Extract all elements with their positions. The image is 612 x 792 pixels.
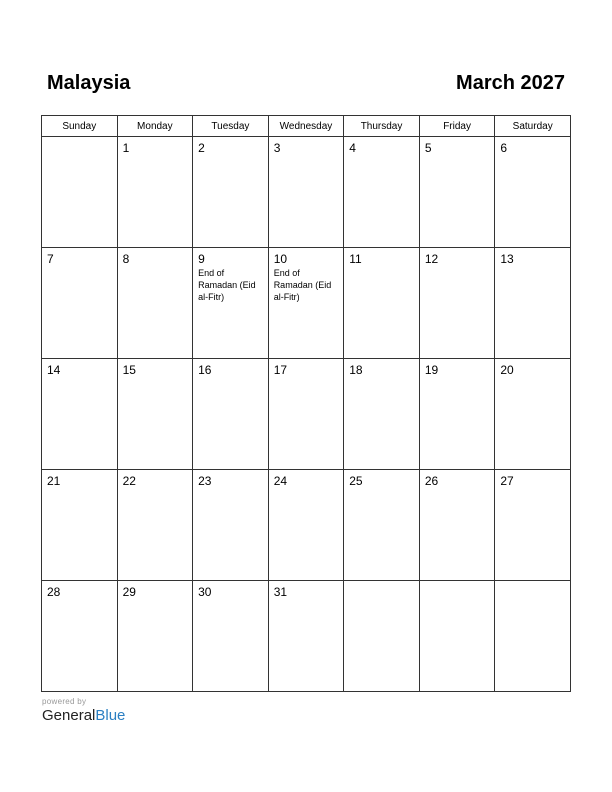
day-number: 23 (198, 474, 212, 488)
day-cell (193, 359, 269, 470)
day-cell (495, 470, 571, 581)
day-number: 12 (424, 252, 439, 266)
weekday-header: Tuesday (193, 116, 269, 137)
day-cell (268, 248, 344, 359)
weekday-header-row (42, 116, 571, 137)
day-cell (419, 581, 495, 692)
day-cell (117, 359, 193, 470)
day-cell (42, 359, 118, 470)
day-cell (419, 470, 495, 581)
day-cell (419, 248, 495, 359)
day-number: 27 (500, 474, 514, 488)
day-number: 14 (47, 363, 61, 377)
week-row (42, 137, 571, 248)
day-cell (268, 137, 344, 248)
day-cell (344, 137, 420, 248)
day-cell (193, 248, 269, 359)
holiday-label: End of Ramadan (Eid al-Fitr) (273, 268, 332, 302)
day-cell (42, 581, 118, 692)
day-cell (495, 581, 571, 692)
brand-name-general: General (42, 707, 96, 724)
holiday-label: End of Ramadan (Eid al-Fitr) (198, 268, 256, 302)
day-cell (419, 137, 495, 248)
calendar-country-title: Malaysia (47, 72, 131, 94)
weekday-header: Friday (419, 116, 495, 137)
day-number: 5 (424, 141, 432, 155)
weekday-header: Saturday (495, 116, 571, 137)
day-number: 17 (273, 363, 288, 377)
day-number: 1 (122, 141, 130, 155)
day-number: 11 (349, 252, 362, 266)
week-row (42, 581, 571, 692)
day-number: 9 (198, 252, 205, 266)
day-cell (193, 581, 269, 692)
day-number: 28 (47, 585, 61, 599)
day-number: 24 (273, 474, 288, 488)
day-number: 10 (273, 252, 288, 266)
day-cell (117, 581, 193, 692)
day-cell (42, 137, 118, 248)
day-cell (193, 137, 269, 248)
day-cell (344, 248, 420, 359)
day-number: 22 (122, 474, 136, 488)
calendar-month-title: March 2027 (456, 72, 565, 94)
day-cell (495, 137, 571, 248)
day-number: 19 (424, 363, 439, 377)
day-number: 13 (500, 252, 514, 266)
day-number: 8 (122, 252, 130, 266)
week-row (42, 359, 571, 470)
day-number: 6 (500, 141, 508, 155)
day-number: 29 (122, 585, 136, 599)
day-cell (495, 359, 571, 470)
footer-branding (42, 697, 125, 724)
weekday-header: Monday (117, 116, 193, 137)
day-cell (268, 581, 344, 692)
week-row (42, 248, 571, 359)
day-cell (268, 359, 344, 470)
brand-name-blue: Blue (95, 707, 126, 724)
day-number: 2 (198, 141, 205, 155)
day-cell (42, 248, 118, 359)
powered-by-text: powered by (42, 697, 87, 706)
day-number: 21 (47, 474, 61, 488)
day-number: 3 (273, 141, 281, 155)
generalblue-logo[interactable] (42, 707, 125, 724)
day-cell (344, 359, 420, 470)
day-cell (193, 470, 269, 581)
calendar-grid (41, 115, 571, 692)
day-number: 26 (424, 474, 439, 488)
day-number: 4 (349, 141, 356, 155)
day-cell (344, 470, 420, 581)
day-cell (268, 470, 344, 581)
day-cell (344, 581, 420, 692)
day-number: 7 (47, 252, 54, 266)
weekday-header: Thursday (344, 116, 420, 137)
day-number: 20 (500, 363, 514, 377)
day-cell (419, 359, 495, 470)
day-number: 30 (198, 585, 212, 599)
day-number: 16 (198, 363, 212, 377)
day-cell (495, 248, 571, 359)
day-number: 25 (349, 474, 363, 488)
weekday-header: Sunday (42, 116, 118, 137)
day-cell (117, 137, 193, 248)
day-number: 15 (122, 363, 136, 377)
day-cell (117, 470, 193, 581)
weekday-header: Wednesday (268, 116, 344, 137)
day-cell (42, 470, 118, 581)
day-number: 31 (273, 585, 288, 599)
day-number: 18 (349, 363, 363, 377)
day-cell (117, 248, 193, 359)
week-row (42, 470, 571, 581)
